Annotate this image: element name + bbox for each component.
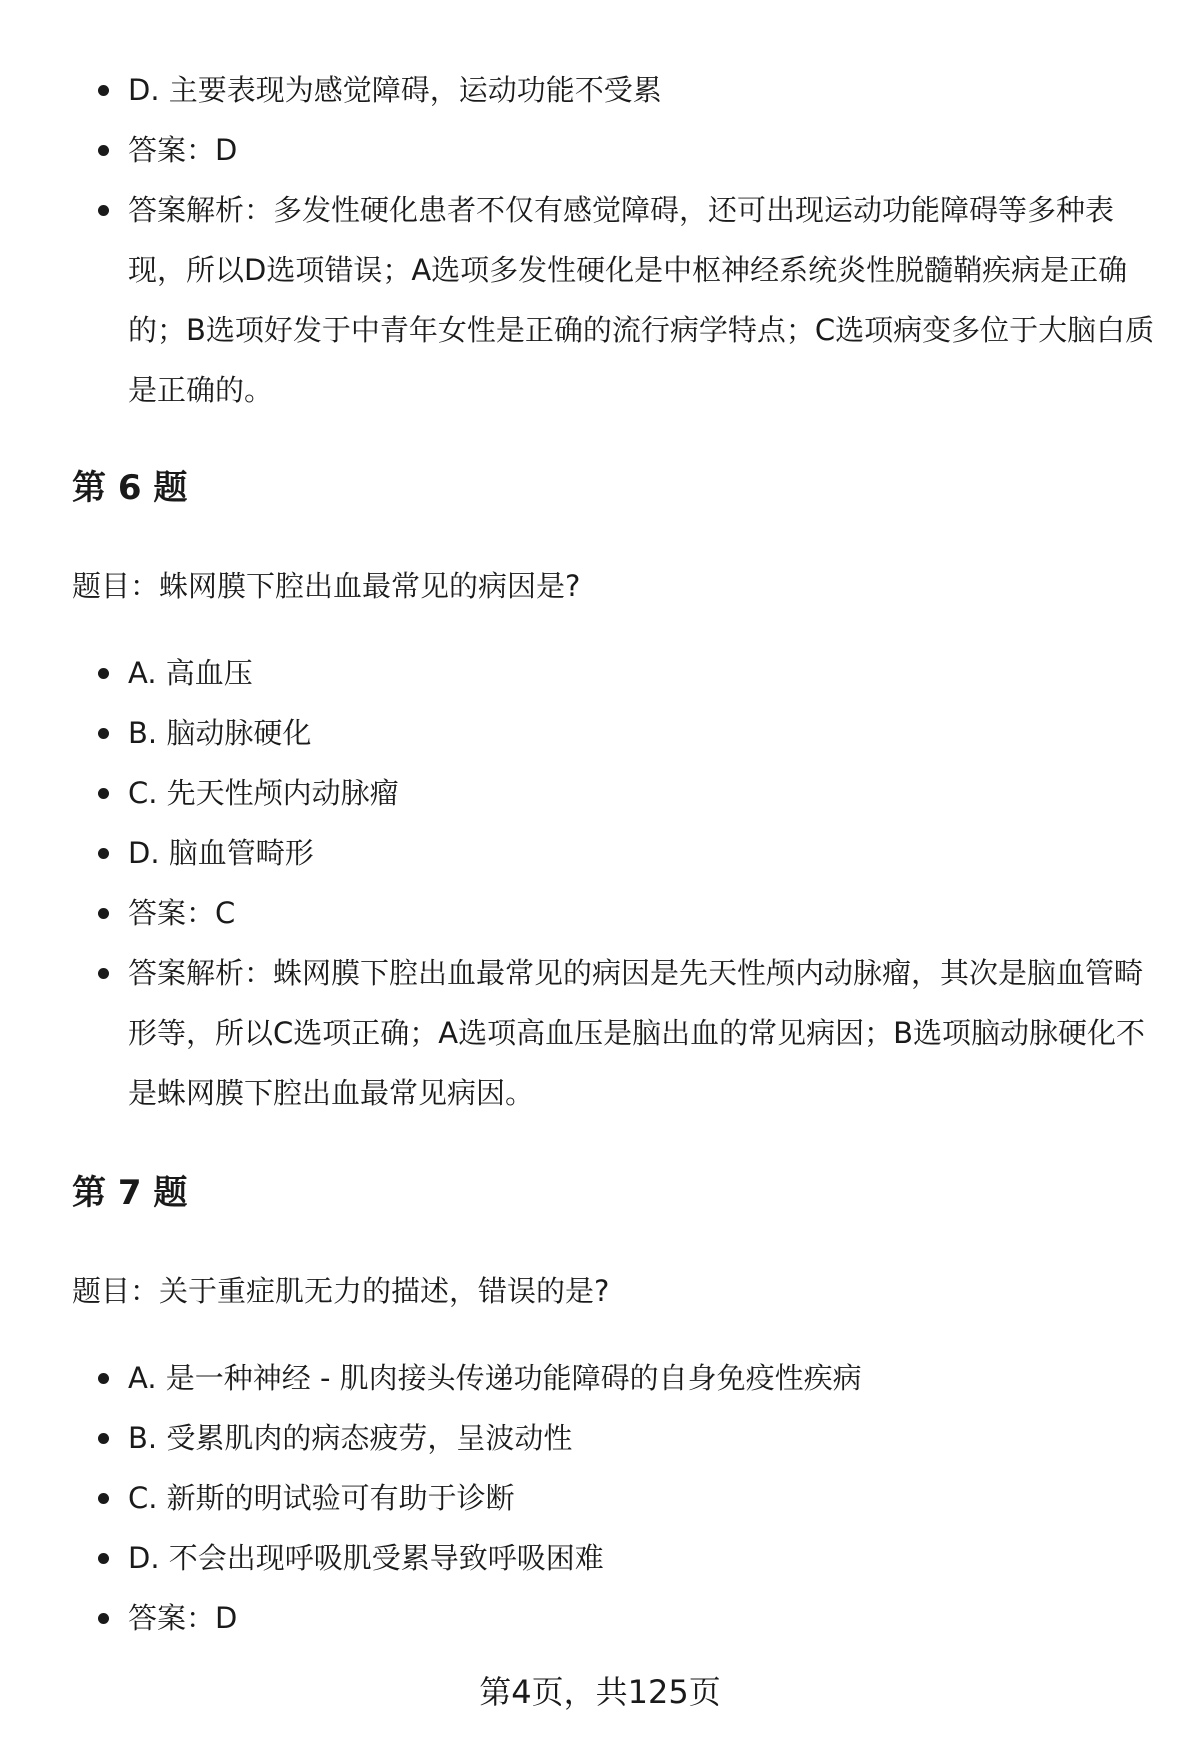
question-6-stem: 题目：蛛网膜下腔出血最常见的病因是? — [72, 569, 581, 603]
list-item — [0, 763, 1200, 823]
bullet-icon — [98, 728, 109, 739]
page-number: 第4页，共125页 — [479, 1673, 721, 1711]
option-b-text: B. 受累肌肉的病态疲劳，呈波动性 — [128, 1421, 573, 1455]
list-item — [0, 1348, 1200, 1408]
option-d-text: D. 主要表现为感觉障碍，运动功能不受累 — [128, 73, 662, 107]
list-item — [0, 1588, 1200, 1648]
bullet-icon — [98, 85, 109, 96]
bullet-icon — [98, 1613, 109, 1624]
question-7-title: 第 7 题 — [72, 1173, 188, 1213]
explanation-text: 答案解析：蛛网膜下腔出血最常见的病因是先天性颅内动脉瘤，其次是脑血管畸形等，所以C选项正确；A选项高血压是脑出血的常见病因；B选项脑动脉硬化不是蛛网膜下腔出血最常见病因。 — [128, 956, 1145, 1110]
list-item — [0, 823, 1200, 883]
option-a-text: A. 是一种神经 - 肌肉接头传递功能障碍的自身免疫性疾病 — [128, 1361, 862, 1395]
list-item — [0, 1468, 1200, 1528]
list-item — [0, 180, 1200, 420]
bullet-icon — [98, 145, 109, 156]
option-c-text: C. 先天性颅内动脉瘤 — [128, 776, 399, 810]
question-6-list — [0, 643, 1200, 1123]
list-item — [0, 1528, 1200, 1588]
bullet-icon — [98, 788, 109, 799]
list-item — [0, 883, 1200, 943]
list-item — [0, 120, 1200, 180]
bullet-icon — [98, 205, 109, 216]
prev-question-list — [0, 60, 1200, 420]
list-item — [0, 643, 1200, 703]
question-6-block — [0, 643, 1200, 1123]
question-7-stem: 题目：关于重症肌无力的描述，错误的是? — [72, 1274, 610, 1308]
prev-question-block — [0, 60, 1200, 420]
answer-text: 答案：C — [128, 896, 236, 930]
explanation-text: 答案解析：多发性硬化患者不仅有感觉障碍，还可出现运动功能障碍等多种表现，所以D选项错误；A选项多发性硬化是中枢神经系统炎性脱髓鞘疾病是正确的；B选项好发于中青年女性是正确的流行病学特点；C选项病变多位于大脑白质是正确的。 — [128, 193, 1155, 407]
list-item — [0, 1408, 1200, 1468]
bullet-icon — [98, 848, 109, 859]
option-a-text: A. 高血压 — [128, 656, 253, 690]
list-item — [0, 703, 1200, 763]
question-7-list — [0, 1348, 1200, 1648]
question-7-block — [0, 1348, 1200, 1648]
question-6-title: 第 6 题 — [72, 468, 188, 508]
answer-text: 答案：D — [128, 133, 238, 167]
bullet-icon — [98, 668, 109, 679]
list-item — [0, 60, 1200, 120]
bullet-icon — [98, 1373, 109, 1384]
option-c-text: C. 新斯的明试验可有助于诊断 — [128, 1481, 515, 1515]
bullet-icon — [98, 1493, 109, 1504]
answer-text: 答案：D — [128, 1601, 238, 1635]
option-d-text: D. 脑血管畸形 — [128, 836, 314, 870]
bullet-icon — [98, 1433, 109, 1444]
option-d-text: D. 不会出现呼吸肌受累导致呼吸困难 — [128, 1541, 604, 1575]
bullet-icon — [98, 1553, 109, 1564]
bullet-icon — [98, 968, 109, 979]
bullet-icon — [98, 908, 109, 919]
option-b-text: B. 脑动脉硬化 — [128, 716, 312, 750]
list-item — [0, 943, 1200, 1123]
